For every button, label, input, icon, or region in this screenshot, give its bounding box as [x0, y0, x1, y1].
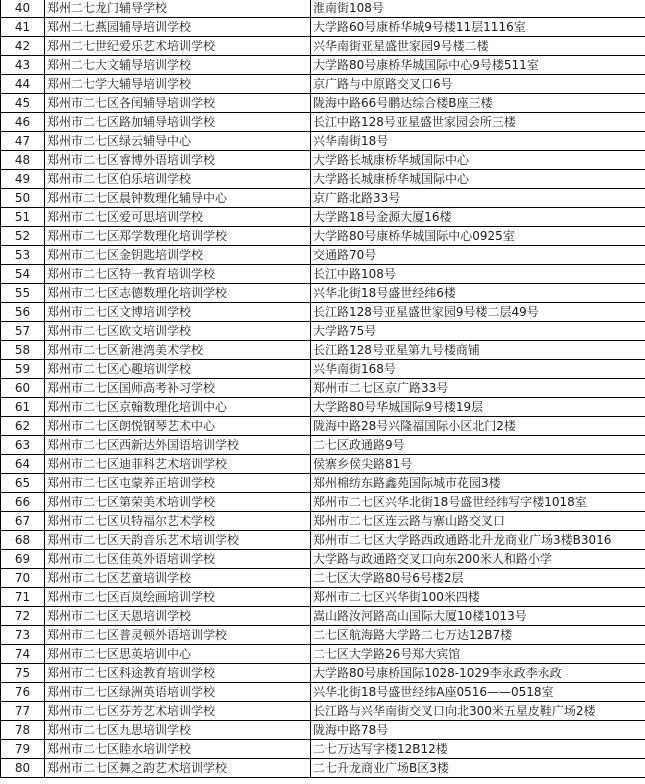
school-name-cell: 郑州市二七区睦水培训学校: [45, 740, 311, 759]
school-address-cell: 大学路18号金源大厦16楼: [311, 208, 645, 227]
table-row: [1, 360, 645, 379]
school-address-cell: 京广路北路33号: [311, 189, 645, 208]
table-row: [1, 626, 645, 645]
table-row: [1, 645, 645, 664]
row-number-cell: 61: [1, 398, 45, 417]
table-row: [1, 607, 645, 626]
school-name-cell: 郑州市二七区路加辅导培训学校: [45, 113, 311, 132]
table-row: [1, 170, 645, 189]
table-row: [1, 417, 645, 436]
school-address-cell: 二七区政通路9号: [311, 436, 645, 455]
row-number-cell: 77: [1, 702, 45, 721]
table-row: [1, 436, 645, 455]
row-number-cell: 46: [1, 113, 45, 132]
row-number-cell: 54: [1, 265, 45, 284]
school-address-cell: 陇海中路66号鹏达综合楼B座三楼: [311, 94, 645, 113]
school-address-cell: 大学路75号: [311, 322, 645, 341]
row-number-cell: 47: [1, 132, 45, 151]
table-row: [1, 37, 645, 56]
school-address-cell: 大学路80号康桥华城国际中心0925室: [311, 227, 645, 246]
table-row: [1, 455, 645, 474]
row-number-cell: 53: [1, 246, 45, 265]
school-name-cell: 郑州市二七区迪菲科艺术培训学校: [45, 455, 311, 474]
school-name-cell: 郑州市二七区睿博外语培训学校: [45, 151, 311, 170]
school-name-cell: 郑州市二七区九思培训学校: [45, 721, 311, 740]
row-number-cell: 78: [1, 721, 45, 740]
table-row: [1, 94, 645, 113]
school-address-cell: 长江路128号亚星盛世家园9号楼二层49号: [311, 303, 645, 322]
school-address-cell: 京广路与中原路交叉口6号: [311, 75, 645, 94]
school-address-cell: 陇海中路28号兴隆福国际小区北门2楼: [311, 417, 645, 436]
school-address-cell: 侯寨乡侯尖路81号: [311, 455, 645, 474]
school-address-cell: 大学路80号康桥国际1028-1029李永政李永政: [311, 664, 645, 683]
table-row: [1, 683, 645, 702]
school-name-cell: 郑州市二七区京翰数理化培训中心: [45, 398, 311, 417]
table-row: [1, 56, 645, 75]
table-row: [1, 151, 645, 170]
school-name-cell: 郑州市二七区第荣美术培训学校: [45, 493, 311, 512]
row-number-cell: 68: [1, 531, 45, 550]
school-address-cell: 嵩山路汝河路高山国际大厦10楼1013号: [311, 607, 645, 626]
school-table-body: [1, 0, 645, 778]
school-address-cell: 大学路80号康桥华城国际中心9号楼511室: [311, 56, 645, 75]
school-address-cell: 郑州市二七区兴华北街18号盛世经纬写字楼1018室: [311, 493, 645, 512]
school-address-cell: 长江路128号亚星第九号楼商铺: [311, 341, 645, 360]
school-address-cell: 郑州市二七区兴华街100米四楼: [311, 588, 645, 607]
row-number-cell: 62: [1, 417, 45, 436]
row-number-cell: 42: [1, 37, 45, 56]
school-address-cell: 交通路70号: [311, 246, 645, 265]
school-name-cell: 郑州二七燕园辅导培训学校: [45, 18, 311, 37]
table-row: [1, 246, 645, 265]
table-row: [1, 550, 645, 569]
school-address-cell: 二七区航海路大学路二七万达12B7楼: [311, 626, 645, 645]
school-address-cell: 淮南街108号: [311, 0, 645, 18]
table-row: [1, 0, 645, 18]
school-name-cell: 郑州二七世纪爱乐艺术培训学校: [45, 37, 311, 56]
table-row: [1, 398, 645, 417]
school-name-cell: 郑州市二七区伯乐培训学校: [45, 170, 311, 189]
school-name-cell: 郑州二七大文辅导培训学校: [45, 56, 311, 75]
school-address-cell: 兴华北街18号盛世经纬6楼: [311, 284, 645, 303]
school-name-cell: 郑州市二七区金钥匙培训学校: [45, 246, 311, 265]
table-row: [1, 493, 645, 512]
row-number-cell: 76: [1, 683, 45, 702]
row-number-cell: 70: [1, 569, 45, 588]
school-name-cell: 郑州市二七区思英培训中心: [45, 645, 311, 664]
school-name-cell: 郑州市二七区舞之韵艺术培训学校: [45, 759, 311, 778]
school-address-cell: 长江中路128号亚星盛世家园会所三楼: [311, 113, 645, 132]
table-row: [1, 322, 645, 341]
school-address-cell: 郑州市二七区连云路与寨山路交叉口: [311, 512, 645, 531]
table-row: [1, 208, 645, 227]
row-number-cell: 43: [1, 56, 45, 75]
row-number-cell: 72: [1, 607, 45, 626]
table-row: [1, 721, 645, 740]
school-address-cell: 兴华南街168号: [311, 360, 645, 379]
table-row: [1, 189, 645, 208]
school-name-cell: 郑州市二七区朗悦钢琴艺术中心: [45, 417, 311, 436]
row-number-cell: 55: [1, 284, 45, 303]
school-name-cell: 郑州市二七区绿云辅导中心: [45, 132, 311, 151]
school-name-cell: 郑州市二七区佳英外语培训学校: [45, 550, 311, 569]
school-address-cell: 兴华南街亚星盛世家园9号楼二楼: [311, 37, 645, 56]
table-row: [1, 569, 645, 588]
school-name-cell: 郑州市二七区心趣培训学校: [45, 360, 311, 379]
school-address-cell: 二七区大学路80号6号楼2层: [311, 569, 645, 588]
school-address-cell: 大学路长城康桥华城国际中心: [311, 170, 645, 189]
table-row: [1, 132, 645, 151]
row-number-cell: 50: [1, 189, 45, 208]
school-address-cell: 郑州棉纺东路鑫苑国际城市花园3楼: [311, 474, 645, 493]
school-name-cell: 郑州市二七区文博培训学校: [45, 303, 311, 322]
school-name-cell: 郑州市二七区普灵顿外语培训学校: [45, 626, 311, 645]
school-name-cell: 郑州市二七区天恩培训学校: [45, 607, 311, 626]
table-row: [1, 588, 645, 607]
row-number-cell: 64: [1, 455, 45, 474]
row-number-cell: 40: [1, 0, 45, 18]
table-row: [1, 702, 645, 721]
row-number-cell: 60: [1, 379, 45, 398]
table-row: [1, 75, 645, 94]
school-address-cell: 大学路80号华城国际9号楼19层: [311, 398, 645, 417]
school-name-cell: 郑州市二七区屯蒙养正培训学校: [45, 474, 311, 493]
school-name-cell: 郑州市二七区特一教育培训学校: [45, 265, 311, 284]
school-address-cell: 二七区大学路26号郑大宾馆: [311, 645, 645, 664]
school-name-cell: 郑州市二七区志德数理化培训学校: [45, 284, 311, 303]
school-address-cell: 陇海中路78号: [311, 721, 645, 740]
table-row: [1, 303, 645, 322]
school-name-cell: 郑州市二七区贝特福尔艺术学校: [45, 512, 311, 531]
table-row: [1, 379, 645, 398]
school-address-cell: 兴华北街18号盛世经纬A座0516——0518室: [311, 683, 645, 702]
row-number-cell: 66: [1, 493, 45, 512]
school-name-cell: 郑州市二七区西新达外国语培训学校: [45, 436, 311, 455]
row-number-cell: 58: [1, 341, 45, 360]
row-number-cell: 45: [1, 94, 45, 113]
table-row: [1, 227, 645, 246]
school-name-cell: 郑州市二七区百岚绘画培训学校: [45, 588, 311, 607]
row-number-cell: 74: [1, 645, 45, 664]
school-name-cell: 郑州市二七区晨钟数理化辅导中心: [45, 189, 311, 208]
row-number-cell: 75: [1, 664, 45, 683]
school-address-cell: 大学路60号康桥华城9号楼11层1116室: [311, 18, 645, 37]
row-number-cell: 71: [1, 588, 45, 607]
row-number-cell: 56: [1, 303, 45, 322]
school-name-cell: 郑州二七龙门辅导学校: [45, 0, 311, 18]
school-name-cell: 郑州市二七区天韵音乐艺术培训学校: [45, 531, 311, 550]
row-number-cell: 65: [1, 474, 45, 493]
row-number-cell: 41: [1, 18, 45, 37]
row-number-cell: 59: [1, 360, 45, 379]
table-row: [1, 113, 645, 132]
school-name-cell: 郑州市二七区爱可思培训学校: [45, 208, 311, 227]
row-number-cell: 49: [1, 170, 45, 189]
row-number-cell: 79: [1, 740, 45, 759]
table-row: [1, 18, 645, 37]
table-row: [1, 664, 645, 683]
row-number-cell: 69: [1, 550, 45, 569]
row-number-cell: 52: [1, 227, 45, 246]
school-address-cell: 郑州市二七区大学路西政通路北升龙商业广场3楼B3016: [311, 531, 645, 550]
school-name-cell: 郑州市二七区艺童培训学校: [45, 569, 311, 588]
row-number-cell: 73: [1, 626, 45, 645]
row-number-cell: 57: [1, 322, 45, 341]
row-number-cell: 48: [1, 151, 45, 170]
table-row: [1, 740, 645, 759]
table-row: [1, 531, 645, 550]
table-row: [1, 512, 645, 531]
school-address-cell: 二七万达写字楼12B12楼: [311, 740, 645, 759]
table-row: [1, 265, 645, 284]
table-row: [1, 474, 645, 493]
school-address-cell: 大学路与政通路交叉口向东200米人和路小学: [311, 550, 645, 569]
row-number-cell: 51: [1, 208, 45, 227]
school-address-cell: 大学路长城康桥华城国际中心: [311, 151, 645, 170]
school-name-cell: 郑州市二七区绿洲英语培训学校: [45, 683, 311, 702]
school-name-cell: 郑州市二七区新港湾美术学校: [45, 341, 311, 360]
school-address-cell: 二七升龙商业广场B区3楼: [311, 759, 645, 778]
table-row: [1, 759, 645, 778]
school-name-cell: 郑州市二七区芬芳艺术培训学校: [45, 702, 311, 721]
school-name-cell: 郑州市二七区欧文培训学校: [45, 322, 311, 341]
row-number-cell: 63: [1, 436, 45, 455]
school-name-cell: 郑州市二七区各闰辅导培训学校: [45, 94, 311, 113]
table-row: [1, 341, 645, 360]
school-name-cell: 郑州市二七区郑学数理化培训学校: [45, 227, 311, 246]
school-address-cell: 郑州市二七区京广路33号: [311, 379, 645, 398]
school-name-cell: 郑州市二七区科途教育培训学校: [45, 664, 311, 683]
row-number-cell: 80: [1, 759, 45, 778]
row-number-cell: 67: [1, 512, 45, 531]
school-address-cell: 长江路与兴华南街交叉口向北300米五星皮鞋广场2楼: [311, 702, 645, 721]
table-row: [1, 284, 645, 303]
school-name-cell: 郑州市二七区国师高考补习学校: [45, 379, 311, 398]
school-address-cell: 长江中路108号: [311, 265, 645, 284]
school-name-cell: 郑州二七学大辅导培训学校: [45, 75, 311, 94]
row-number-cell: 44: [1, 75, 45, 94]
school-address-cell: 兴华南街18号: [311, 132, 645, 151]
